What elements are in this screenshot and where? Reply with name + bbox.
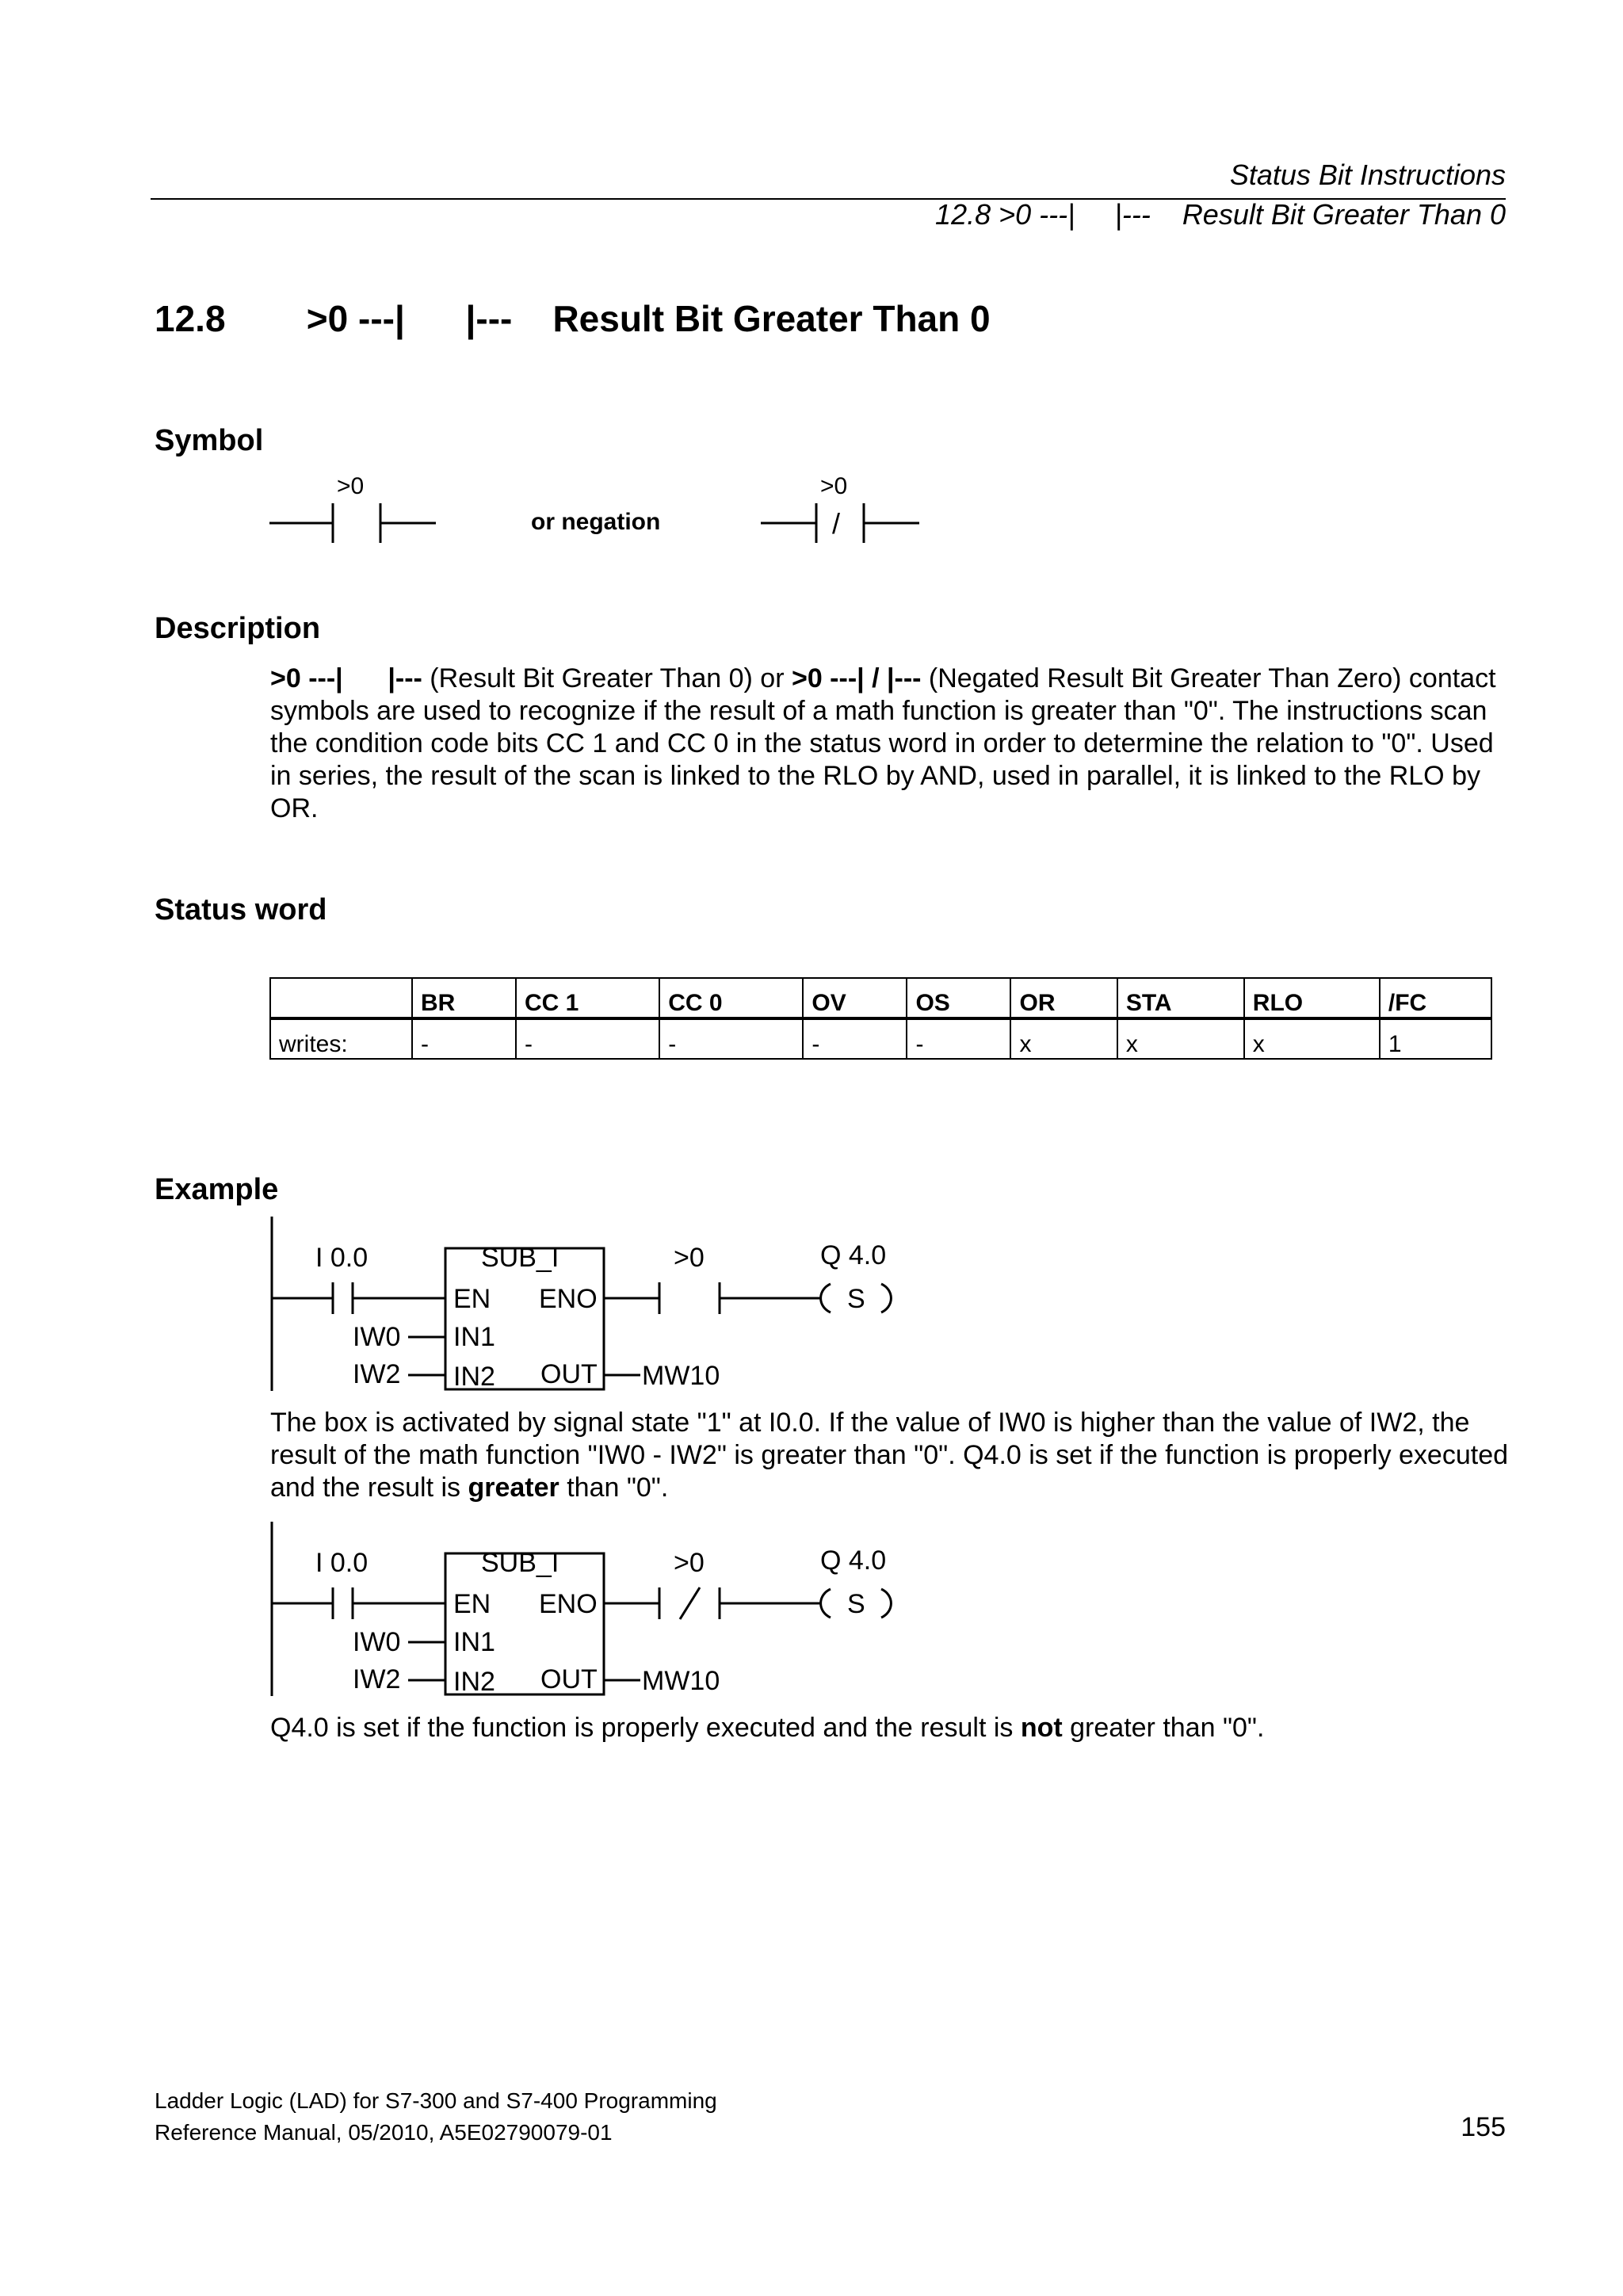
or-negation-label: or negation (531, 509, 661, 535)
table-header-cell: OR (1010, 978, 1117, 1018)
page-number: 155 (1461, 2112, 1506, 2142)
example-heading: Example (155, 1173, 279, 1206)
negation-slash: / (832, 507, 841, 540)
iw0-label: IW0 (353, 1322, 401, 1352)
mw10-label: MW10 (642, 1666, 720, 1696)
status-word-header-row (270, 978, 1491, 1018)
table-cell: - (412, 1018, 516, 1059)
section-title: 12.8 >0 ---| |--- Result Bit Greater Than 0 (155, 298, 991, 339)
description-paragraph: >0 ---| |--- (Result Bit Greater Than 0) or >0 ---| / |--- (Negated Result Bit Greater Than Zero) contact symbols are used to recognize if the result of a math function is greater than "0". The instructions scan the condition code bits CC 1 and CC 0 in the status word in order to determine the relation to "0". Used in series, the result of the scan is linked to the RLO by AND, used in parallel, it is linked to the RLO by OR. (270, 663, 1496, 823)
symbol-label-right: >0 (820, 473, 848, 499)
set-coil-letter: S (847, 1284, 865, 1314)
table-cell: writes: (270, 1018, 412, 1059)
symbol-contacts-diagram (262, 468, 935, 547)
in1-label: IN1 (453, 1627, 495, 1657)
out-label: OUT (540, 1664, 598, 1694)
en-label: EN (453, 1284, 491, 1314)
table-header-cell: STA (1117, 978, 1244, 1018)
out-label: OUT (540, 1359, 598, 1389)
table-header-cell: /FC (1380, 978, 1491, 1018)
table-cell: x (1244, 1018, 1380, 1059)
box-title: SUB_I (481, 1548, 559, 1578)
table-header-cell: RLO (1244, 978, 1380, 1018)
in1-label: IN1 (453, 1322, 495, 1352)
table-cell: x (1117, 1018, 1244, 1059)
en-label: EN (453, 1589, 491, 1619)
box-title: SUB_I (481, 1243, 559, 1273)
iw2-label: IW2 (353, 1664, 401, 1694)
ladder-diagram-2 (262, 1518, 911, 1700)
example-text-1: The box is activated by signal state "1" at I0.0. If the value of IW0 is higher than the value of IW2, the result of the math function "IW0 - IW2" is greater than "0". Q4.0 is set if the function is properly executed and the result is greater than "0". (270, 1408, 1509, 1503)
footer-line-1: Ladder Logic (LAD) for S7-300 and S7-400 Programming (155, 2088, 717, 2113)
running-header-subtitle: 12.8 >0 ---| |--- Result Bit Greater Than 0 (935, 198, 1506, 231)
contact-symbol-bold: >0 ---| |--- (270, 663, 422, 693)
table-cell: x (1010, 1018, 1117, 1059)
status-word-heading: Status word (155, 893, 327, 926)
input-label: I 0.0 (315, 1243, 369, 1273)
table-header-cell: OS (907, 978, 1010, 1018)
ladder-diagram-1 (262, 1213, 911, 1395)
symbol-label-left: >0 (337, 473, 365, 499)
in2-label: IN2 (453, 1362, 495, 1392)
status-word-table (269, 977, 1492, 1060)
compare-label: >0 (674, 1243, 705, 1273)
footer-line-2: Reference Manual, 05/2010, A5E02790079-01 (155, 2120, 613, 2145)
table-header-cell: CC 1 (516, 978, 659, 1018)
table-cell: - (659, 1018, 803, 1059)
coil-label: Q 4.0 (820, 1240, 887, 1270)
symbol-heading: Symbol (155, 424, 264, 457)
running-header-title: Status Bit Instructions (1229, 159, 1506, 191)
compare-label: >0 (674, 1548, 705, 1578)
table-cell: 1 (1380, 1018, 1491, 1059)
example-text-2: Q4.0 is set if the function is properly executed and the result is not greater than "0". (270, 1713, 1265, 1743)
table-cell: - (907, 1018, 1010, 1059)
table-cell: - (516, 1018, 659, 1059)
table-header-cell (270, 978, 412, 1018)
table-header-cell: OV (803, 978, 907, 1018)
set-coil-letter: S (847, 1589, 865, 1619)
table-header-cell: BR (412, 978, 516, 1018)
coil-label: Q 4.0 (820, 1545, 887, 1576)
negated-contact-symbol-bold: >0 ---| / |--- (791, 663, 922, 693)
table-cell: - (803, 1018, 907, 1059)
eno-label: ENO (539, 1589, 598, 1619)
table-header-cell: CC 0 (659, 978, 803, 1018)
mw10-label: MW10 (642, 1361, 720, 1391)
description-heading: Description (155, 612, 321, 645)
input-label: I 0.0 (315, 1548, 369, 1578)
iw0-label: IW0 (353, 1627, 401, 1657)
eno-label: ENO (539, 1284, 598, 1314)
table-row (270, 1018, 1491, 1059)
in2-label: IN2 (453, 1667, 495, 1697)
iw2-label: IW2 (353, 1359, 401, 1389)
